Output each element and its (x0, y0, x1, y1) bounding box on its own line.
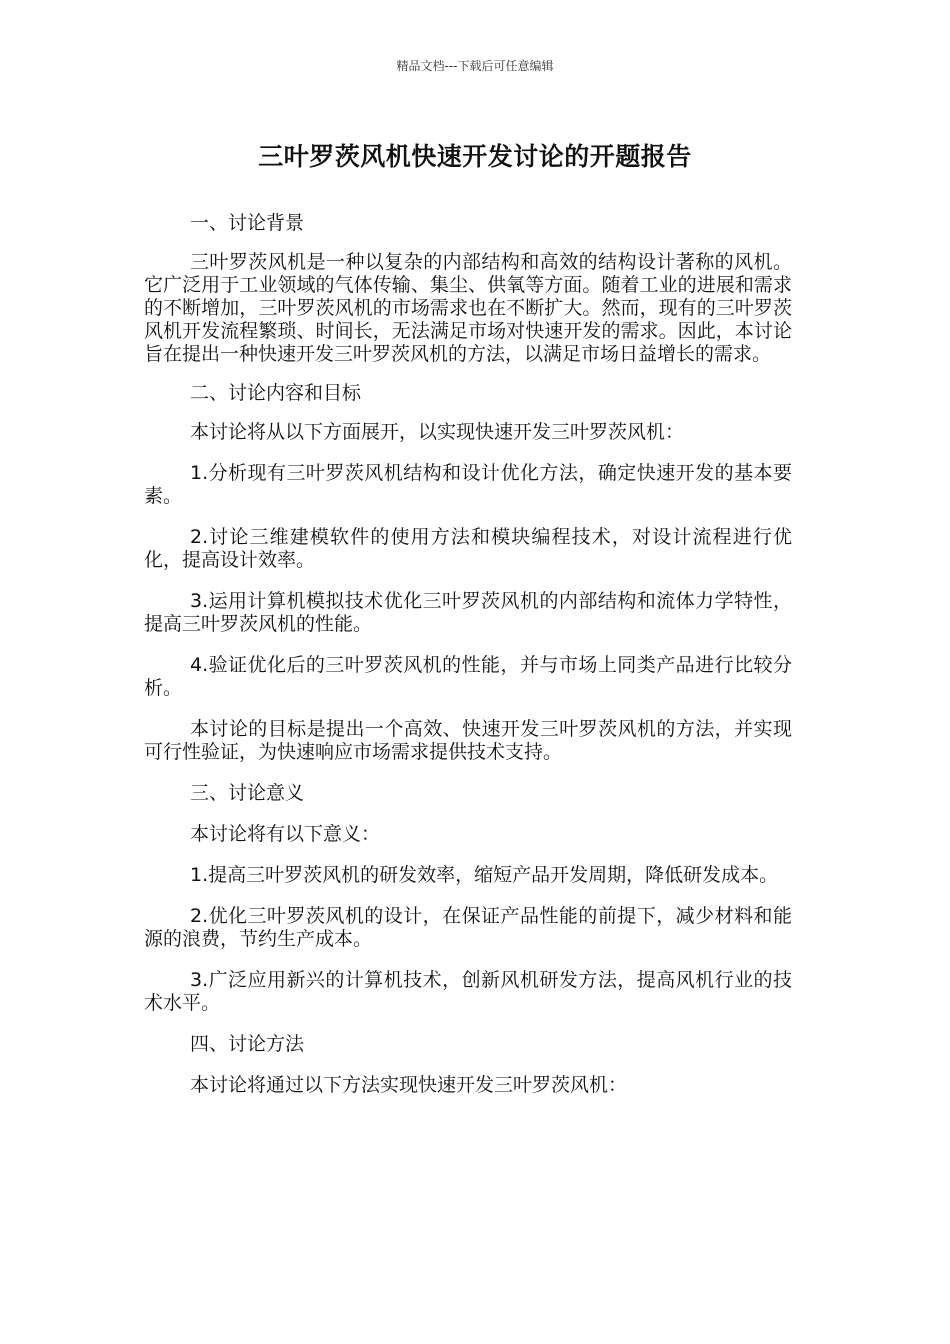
list-item-content-4: 4.验证优化后的三叶罗茨风机的性能，并与市场上同类产品进行比较分析。 (144, 654, 792, 699)
list-item-content-1: 1.分析现有三叶罗茨风机结构和设计优化方法，确定快速开发的基本要素。 (144, 462, 792, 507)
section-heading-significance: 三、讨论意义 (190, 782, 305, 804)
list-item-significance-2: 2.优化三叶罗茨风机的设计，在保证产品性能的前提下，减少材料和能源的浪费，节约生产成本。 (144, 905, 792, 950)
document-body (144, 212, 792, 1115)
paragraph-goals: 本讨论的目标是提出一个高效、快速开发三叶罗茨风机的方法，并实现可行性验证，为快速响应市场需求提供技术支持。 (144, 718, 792, 763)
list-item-significance-1: 1.提高三叶罗茨风机的研发效率，缩短产品开发周期，降低研发成本。 (190, 864, 779, 886)
list-item-significance-3: 3.广泛应用新兴的计算机技术，创新风机研发方法，提高风机行业的技术水平。 (144, 969, 792, 1014)
page-header: 精品文档---下载后可任意编辑 (396, 59, 554, 73)
paragraph-intro-methods: 本讨论将通过以下方法实现快速开发三叶罗茨风机： (190, 1074, 628, 1096)
paragraph-background: 三叶罗茨风机是一种以复杂的内部结构和高效的结构设计著称的风机。它广泛用于工业领域的气体传输、集尘、供氧等方面。随着工业的进展和需求的不断增加，三叶罗茨风机的市场需求也在不断扩大。然而，现有的三叶罗茨风机开发流程繁琐、时间长，无法满足市场对快速开发的需求。因此，本讨论旨在提出一种快速开发三叶罗茨风机的方法，以满足市场日益增长的需求。 (144, 251, 792, 365)
list-item-content-2: 2.讨论三维建模软件的使用方法和模块编程技术，对设计流程进行优化，提高设计效率。 (144, 526, 792, 571)
section-heading-content-goals: 二、讨论内容和目标 (190, 382, 362, 404)
paragraph-intro-content: 本讨论将从以下方面展开，以实现快速开发三叶罗茨风机： (190, 421, 685, 443)
section-heading-methods: 四、讨论方法 (190, 1033, 305, 1055)
paragraph-intro-significance: 本讨论将有以下意义： (190, 823, 381, 845)
document-title: 三叶罗茨风机快速开发讨论的开题报告 (258, 142, 692, 171)
list-item-content-3: 3.运用计算机模拟技术优化三叶罗茨风机的内部结构和流体力学特性，提高三叶罗茨风机的性能。 (144, 590, 792, 635)
section-heading-background: 一、讨论背景 (190, 212, 305, 234)
